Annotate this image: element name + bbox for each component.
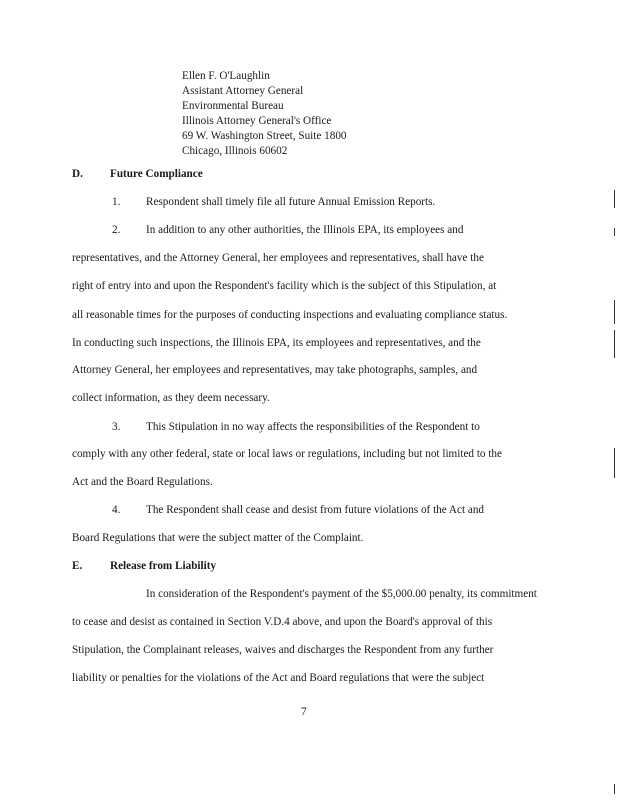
paragraph-d3-line — [112, 421, 480, 433]
scan-edge-mark — [614, 330, 615, 358]
paragraph-d4-line — [112, 504, 484, 516]
paragraph-d2-line: right of entry into and upon the Respondent's facility which is the subject of this Stipulation, at — [72, 280, 497, 292]
address-line-title: Assistant Attorney General — [182, 85, 304, 97]
address-line-city: Chicago, Illinois 60602 — [182, 145, 288, 157]
paragraph-d3-text: This Stipulation in no way affects the responsibilities of the Respondent to — [146, 421, 480, 433]
paragraph-d4-number: 4. — [112, 504, 121, 516]
paragraph-d2-line: all reasonable times for the purposes of conducting inspections and evaluating compliance status. — [72, 309, 508, 321]
scan-edge-mark — [614, 228, 615, 236]
paragraph-d3-line: Act and the Board Regulations. — [72, 476, 213, 488]
address-line-name: Ellen F. O'Laughlin — [182, 70, 270, 82]
paragraph-d3-number: 3. — [112, 421, 121, 433]
address-line-bureau: Environmental Bureau — [182, 100, 284, 112]
address-block — [182, 69, 347, 159]
scan-edge-mark — [614, 300, 615, 324]
paragraph-d2-text: In addition to any other authorities, the Illinois EPA, its employees and — [146, 224, 464, 236]
section-d-letter: D. — [72, 168, 83, 180]
section-d-title: Future Compliance — [110, 168, 203, 180]
paragraph-d1 — [112, 196, 435, 208]
paragraph-e-line: to cease and desist as contained in Section V.D.4 above, and upon the Board's approval of this — [72, 616, 493, 628]
page-number: 7 — [301, 706, 307, 718]
scan-edge-mark — [614, 190, 615, 208]
paragraph-d4-text: The Respondent shall cease and desist from future violations of the Act and — [146, 504, 485, 516]
section-e-letter: E. — [72, 560, 83, 572]
paragraph-d2-line: Attorney General, her employees and representatives, may take photographs, samples, and — [72, 364, 478, 376]
paragraph-e-line: Stipulation, the Complainant releases, waives and discharges the Respondent from any further — [72, 644, 494, 656]
paragraph-d4-line: Board Regulations that were the subject matter of the Complaint. — [72, 532, 364, 544]
scan-edge-mark — [614, 784, 615, 794]
paragraph-d2-number: 2. — [112, 224, 121, 236]
paragraph-d2-line — [112, 224, 463, 236]
paragraph-d2-line: In conducting such inspections, the Illinois EPA, its employees and representatives, and the — [72, 337, 481, 349]
paragraph-d3-line: comply with any other federal, state or local laws or regulations, including but not limited to the — [72, 448, 502, 460]
scan-edge-mark — [614, 448, 615, 478]
paragraph-e-line: liability or penalties for the violations of the Act and Board regulations that were the subject — [72, 672, 485, 684]
paragraph-d1-text: Respondent shall timely file all future Annual Emission Reports. — [146, 196, 436, 208]
section-e-title: Release from Liability — [110, 560, 217, 572]
paragraph-d2-line: representatives, and the Attorney General, her employees and representatives, shall have the — [72, 252, 484, 264]
address-line-street: 69 W. Washington Street, Suite 1800 — [182, 130, 347, 142]
paragraph-e-line: In consideration of the Respondent's payment of the $5,000.00 penalty, its commitment — [146, 588, 537, 600]
paragraph-d2-line: collect information, as they deem necessary. — [72, 392, 270, 404]
paragraph-d1-number: 1. — [112, 196, 121, 208]
address-line-office: Illinois Attorney General's Office — [182, 115, 332, 127]
